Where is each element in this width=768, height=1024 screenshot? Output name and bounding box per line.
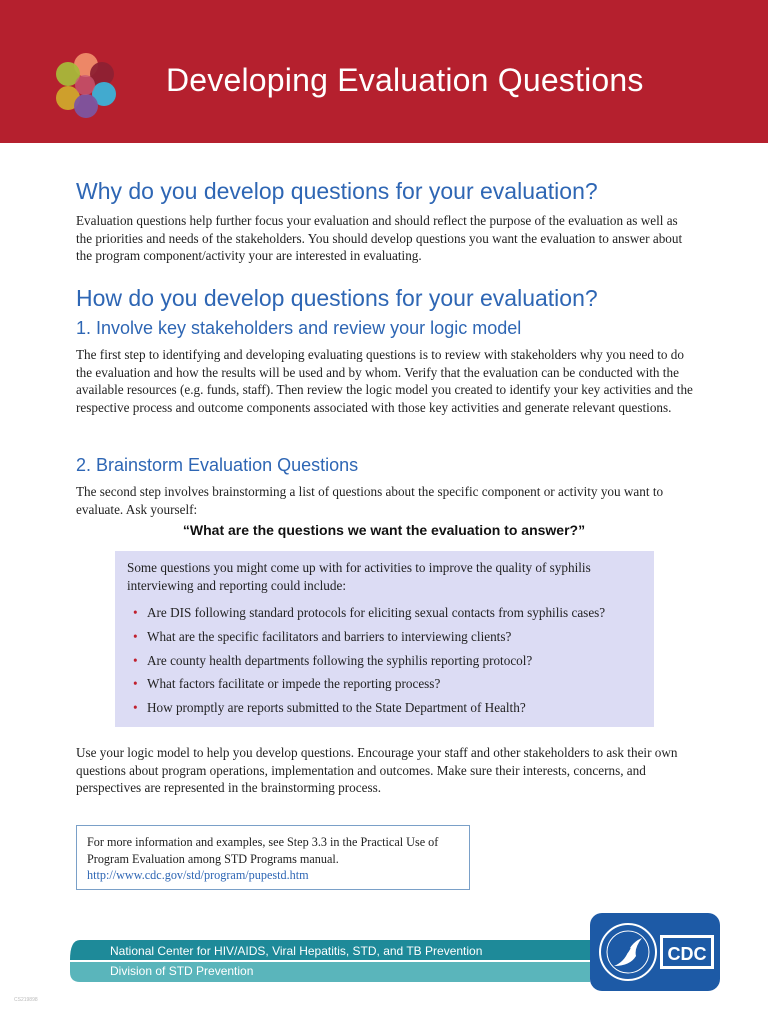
bullet-icon: •	[133, 652, 138, 668]
list-item: • What are the specific facilitators and barriers to interviewing clients?	[133, 625, 605, 649]
header-banner	[0, 0, 768, 143]
document-code: CS219898	[14, 997, 38, 1003]
why-paragraph: Evaluation questions help further focus your evaluation and should reflect the purpose of the evaluation as well as the priorities and needs of the stakeholders. You should develop questions you want the evaluation to answer about the program component/activity your are interested in evaluating.	[76, 213, 683, 264]
bullet-icon: •	[133, 700, 138, 716]
step2-paragraph: The second step involves brainstorming a list of questions about the specific component or activity you want to evaluate. Ask yourself:	[76, 484, 664, 517]
example-questions-list	[133, 601, 605, 720]
step2-heading: 2. Brainstorm Evaluation Questions	[76, 455, 359, 475]
example-intro: Some questions you might come up with for activities to improve the quality of syphilis interviewing and reporting could include:	[127, 560, 591, 593]
more-info-box	[76, 825, 470, 890]
closing-paragraph: Use your logic model to help you develop questions. Encourage your staff and other stakeholders to ask their own questions about program operations, implementation and outcomes. Make sure their interests, concerns, and perspectives are represented in the brainstorming process.	[76, 745, 678, 796]
bullet-icon: •	[133, 628, 138, 644]
pupestd-link[interactable]: http://www.cdc.gov/std/program/pupestd.htm	[87, 868, 309, 882]
cdc-logo-icon	[660, 935, 714, 969]
key-question-quote: “What are the questions we want the evaluation to answer?”	[182, 522, 586, 538]
cdc-hhs-logo	[590, 913, 720, 991]
why-heading: Why do you develop questions for your evaluation?	[76, 178, 598, 204]
step1-paragraph: The first step to identifying and developing evaluating questions is to review with stakeholders why you need to do the evaluation and how the results will be used and by whom. Verify that the evaluation can be conducted with the available resources (e.g. funds, staff). Then review the logic model you created to identify your key activities and the respective process and outcome components associated with those key activities and generate relevant questions.	[76, 347, 693, 415]
more-info-text: For more information and examples, see Step 3.3 in the Practical Use of Program Evaluation among STD Programs manual.	[87, 835, 439, 866]
bullet-icon: •	[133, 605, 138, 620]
example-questions-box	[115, 551, 654, 727]
step1-heading: 1. Involve key stakeholders and review your logic model	[76, 318, 522, 338]
list-item: • How promptly are reports submitted to the State Department of Health?	[133, 696, 605, 720]
page-title: Developing Evaluation Questions	[166, 62, 644, 98]
list-item: • What factors facilitate or impede the reporting process?	[133, 672, 605, 696]
list-item: • Are DIS following standard protocols for eliciting sexual contacts from syphilis cases?	[133, 601, 605, 625]
cdc-label: CDC	[667, 944, 707, 964]
hhs-seal-icon	[598, 922, 658, 982]
list-item: • Are county health departments following the syphilis reporting protocol?	[133, 649, 605, 673]
how-heading: How do you develop questions for your evaluation?	[76, 285, 598, 311]
colorful-circles-logo-icon	[52, 52, 118, 122]
bullet-icon: •	[133, 676, 138, 692]
footer-center-name: National Center for HIV/AIDS, Viral Hepatitis, STD, and TB Prevention	[110, 944, 483, 958]
footer-division-name: Division of STD Prevention	[110, 964, 254, 978]
